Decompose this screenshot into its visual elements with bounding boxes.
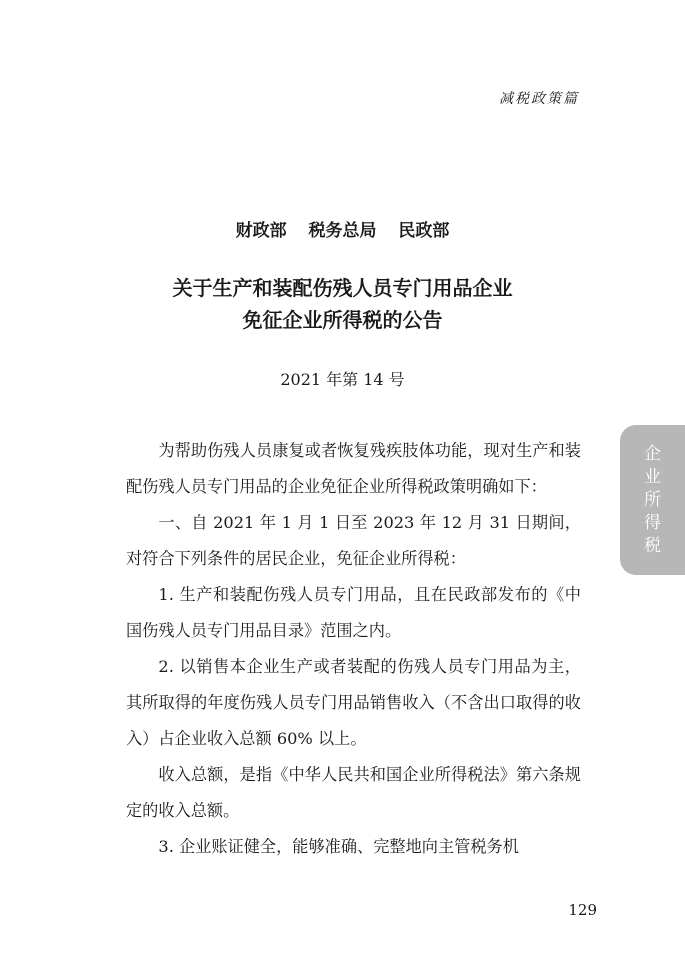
section-header: 减税政策篇 xyxy=(499,91,579,107)
tab-char: 业 xyxy=(644,466,661,487)
body-paragraph: 3. 企业账证健全，能够准确、完整地向主管税务机 xyxy=(158,837,519,856)
document-body xyxy=(126,433,581,865)
title-line: 关于生产和装配伤残人员专门用品企业 xyxy=(172,276,513,300)
issuing-authorities xyxy=(0,216,685,241)
document-title xyxy=(0,272,685,336)
issuer-name: 财政部 xyxy=(235,221,287,241)
tab-char: 得 xyxy=(644,512,661,533)
tab-char: 企 xyxy=(644,443,661,464)
chapter-side-tab xyxy=(620,425,685,575)
body-paragraph: 2. 以销售本企业生产或者装配的伤残人员专门用品为主，其所取得的年度伤残人员专门用品销售收入（不含出口取得的收入）占企业收入总额 60% 以上。 xyxy=(126,657,581,748)
issuer-name: 民政部 xyxy=(398,221,450,241)
body-paragraph: 一、自 2021 年 1 月 1 日至 2023 年 12 月 31 日期间，对符合下列条件的居民企业，免征企业所得税： xyxy=(126,513,581,568)
title-line: 免征企业所得税的公告 xyxy=(242,308,443,332)
body-paragraph: 1. 生产和装配伤残人员专门用品，且在民政部发布的《中国伤残人员专门用品目录》范围之内。 xyxy=(126,585,581,640)
tab-char: 税 xyxy=(644,535,661,556)
document-number: 2021 年第 14 号 xyxy=(280,370,405,389)
page-number: 129 xyxy=(568,901,597,919)
body-paragraph: 收入总额，是指《中华人民共和国企业所得税法》第六条规定的收入总额。 xyxy=(126,765,581,820)
tab-char: 所 xyxy=(644,489,661,510)
body-paragraph: 为帮助伤残人员康复或者恢复残疾肢体功能，现对生产和装配伤残人员专门用品的企业免征企业所得税政策明确如下： xyxy=(126,441,581,496)
issuer-name: 税务总局 xyxy=(308,221,377,241)
